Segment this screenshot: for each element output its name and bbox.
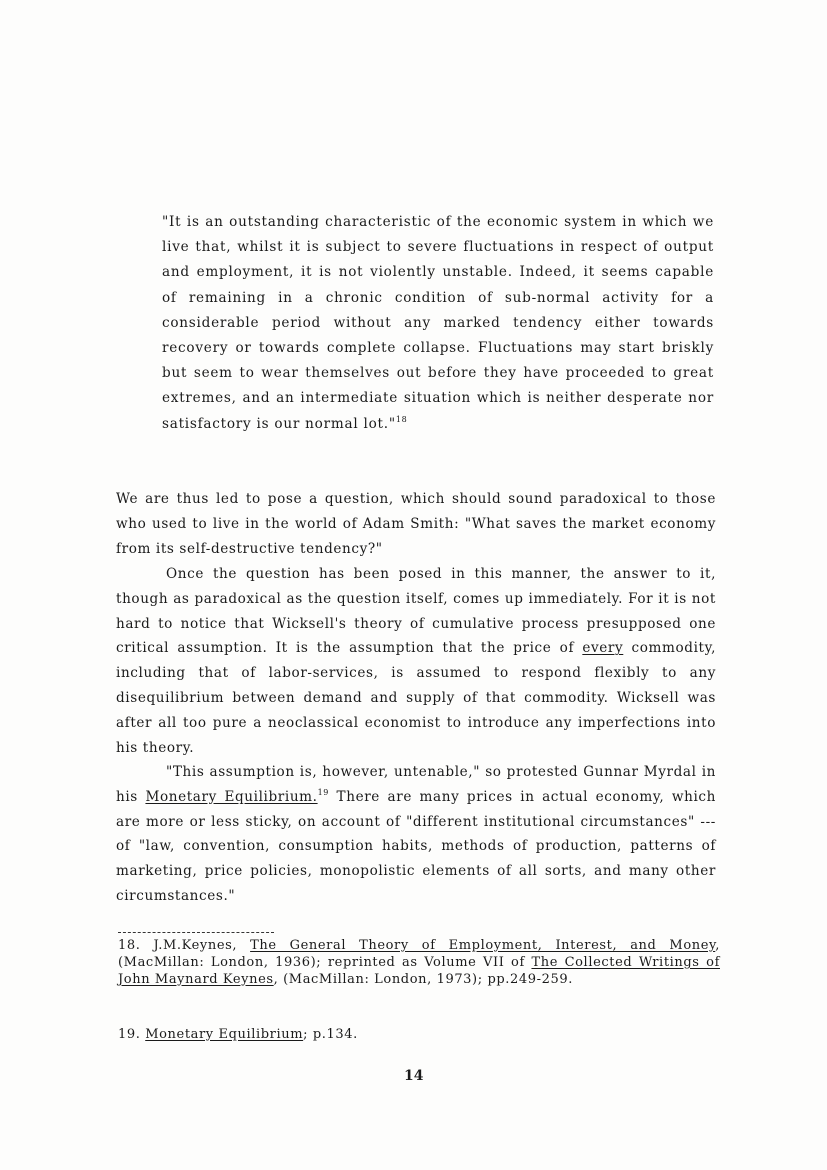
footnote-divider bbox=[118, 932, 274, 933]
paragraph-3-before: "This assumption is, however, untenable," so protested Gunnar Myrdal in his bbox=[116, 764, 716, 805]
footnote-ref-18[interactable]: 18 bbox=[395, 414, 408, 424]
quote-text: "It is an outstanding characteristic of the economic system in which we live that, whilst it is subject to severe fluctuations in respect of output and employment, it is not violently unstable. Indeed, it seems capable of remaining in a chronic condition of sub-normal activity for a considerable period without any marked tendency either towards recovery or towards complete collapse. Fluctuations may start briskly but seem to wear themselves out before they have proceeded to great extremes, and an intermediate situation which is neither desperate nor satisfactory is our normal lot." bbox=[162, 214, 714, 432]
paragraph-2 bbox=[116, 562, 716, 760]
paragraph-3 bbox=[116, 760, 716, 909]
paragraph-2-before: Once the question has been posed in this manner, the answer to it, though as paradoxical as the question itself, comes up immediately. For it is not hard to notice that Wicksell's theory of cumulative process presupposed one critical assumption. It is the assumption that the price of bbox=[116, 566, 716, 657]
footnote-19-title: Monetary Equilibrium bbox=[145, 1027, 304, 1042]
block-quote bbox=[162, 210, 714, 437]
footnote-19-suffix: ; p.134. bbox=[303, 1027, 358, 1042]
paragraph-3-after: There are many prices in actual economy, which are more or less sticky, on account of "different institutional circumstances" --- of "law, convention, consumption habits, methods of production, patterns of marketing, price policies, monopolistic elements of all sorts, and many other circumstances." bbox=[116, 788, 716, 904]
footnote-19-prefix: 19. bbox=[118, 1027, 146, 1042]
emphasis-every: every bbox=[582, 640, 624, 657]
footnote-19 bbox=[118, 1026, 720, 1043]
book-title-monetary-equilibrium: Monetary Equilibrium. bbox=[145, 788, 318, 805]
footnote-18-middle: , (MacMillan: London, 1936); reprinted as Volume VII of bbox=[118, 938, 720, 970]
footnote-18-prefix: 18. J.M.Keynes, bbox=[118, 938, 251, 953]
paragraph-2-after: commodity, including that of labor-services, is assumed to respond flexibly to any disequilibrium between demand and supply of that commodity. Wicksell was after all too pure a neoclassical economist to introduce any imperfections into his theory. bbox=[116, 640, 716, 756]
footnote-18 bbox=[118, 937, 720, 988]
paragraph-1: We are thus led to pose a question, which should sound paradoxical to those who used to live in the world of Adam Smith: "What saves the market economy from its self-destructive tendency?" bbox=[116, 491, 716, 557]
footnote-18-suffix: , (MacMillan: London, 1973); pp.249-259. bbox=[273, 972, 573, 987]
footnote-18-title-general-theory: The General Theory of Employment, Interest, and Money bbox=[250, 938, 716, 953]
footnote-18-title-collected-writings: The Collected Writings of John Maynard Keynes bbox=[118, 955, 720, 987]
page-number: 14 bbox=[404, 1068, 424, 1084]
footnote-ref-19[interactable]: 19 bbox=[317, 787, 329, 797]
